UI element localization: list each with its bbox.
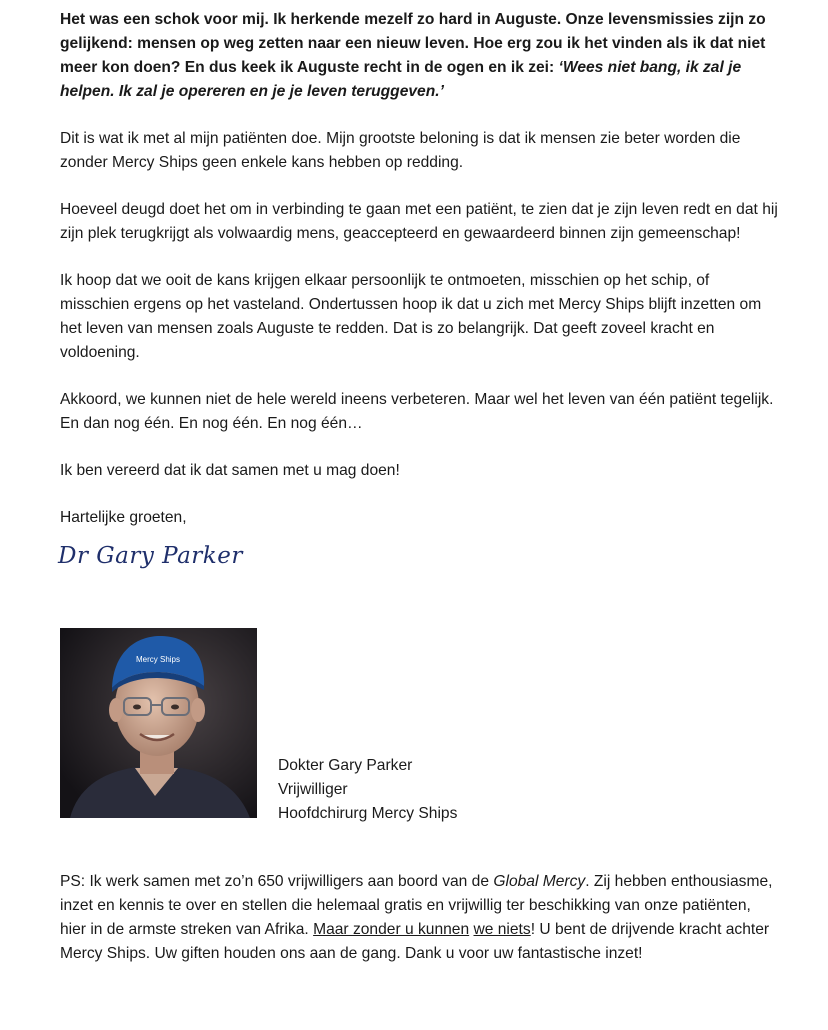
author-caption — [278, 754, 457, 826]
author-role: Vrijwilliger — [278, 781, 348, 798]
postscript — [60, 870, 780, 966]
author-title: Hoofdchirurg Mercy Ships — [278, 805, 458, 822]
ps-link-2[interactable]: we niets — [473, 921, 531, 938]
paragraph-4: Ik hoop dat we ooit de kans krijgen elkaar persoonlijk te ontmoeten, misschien op het schip, of misschien ergens op het vasteland. Ondertussen hoop ik dat u zich met Mercy Ships blijft inzetten om het leven van mensen zoals Auguste te redden. Dat is zo belangrijk. Dat geeft zoveel kracht en voldoening. — [60, 272, 762, 361]
ps-part-3: ! U bent de drijvende kracht achter Mercy Ships. Uw giften houden ons aan de gang. Dank u voor uw fantastische inzet! — [60, 921, 770, 962]
paragraph-3: Hoeveel deugd doet het om in verbinding te gaan met een patiënt, te zien dat je zijn leven redt en dat hij zijn plek terugkrijgt als volwaardig mens, geaccepteerd en gewaardeerd binnen zijn gemeenschap! — [60, 201, 778, 242]
paragraph-6: Ik ben vereerd dat ik dat samen met u mag doen! — [60, 462, 400, 479]
letter-page — [60, 8, 780, 989]
cap-logo-text: Mercy Ships — [135, 655, 181, 664]
intro-text: Het was een schok voor mij. Ik herkende mezelf zo hard in Auguste. Onze levensmissies zijn zo gelijkend: mensen op weg zetten naar een nieuw leven. Hoe erg zou ik het vinden als ik dat niet meer kon doen? En dus keek ik Auguste recht in de ogen en ik zei: — [60, 11, 766, 76]
intro-quote: ‘Wees niet bang, ik zal je helpen. Ik zal je opereren en je je leven teruggeven.’ — [60, 59, 742, 100]
handwritten-signature: Dr Gary Parker — [58, 543, 243, 569]
author-name: Dokter Gary Parker — [278, 757, 413, 774]
paragraph-intro — [60, 8, 780, 104]
author-block — [60, 628, 780, 840]
ps-link-1[interactable]: Maar zonder u kunnen — [313, 921, 470, 938]
ps-part-2: . Zij hebben enthousiasme, inzet en kennis te over en stellen die helemaal gratis en vrijwillig ter beschikking van onze patiënten, hier in de armste streken van Afrika. — [60, 873, 773, 938]
portrait-illustration — [60, 628, 257, 818]
ps-part-1: PS: Ik werk samen met zo’n 650 vrijwilligers aan boord van de — [60, 873, 494, 890]
paragraph-5: Akkoord, we kunnen niet de hele wereld ineens verbeteren. Maar wel het leven van één patiënt tegelijk. En dan nog één. En nog één. En nog één… — [60, 391, 774, 432]
paragraph-2: Dit is wat ik met al mijn patiënten doe. Mijn grootste beloning is dat ik mensen zie beter worden die zonder Mercy Ships geen enkele kans hebben op redding. — [60, 130, 741, 171]
greeting: Hartelijke groeten, — [60, 509, 187, 526]
ship-name: Global Mercy — [493, 873, 586, 890]
author-photo — [60, 628, 257, 818]
